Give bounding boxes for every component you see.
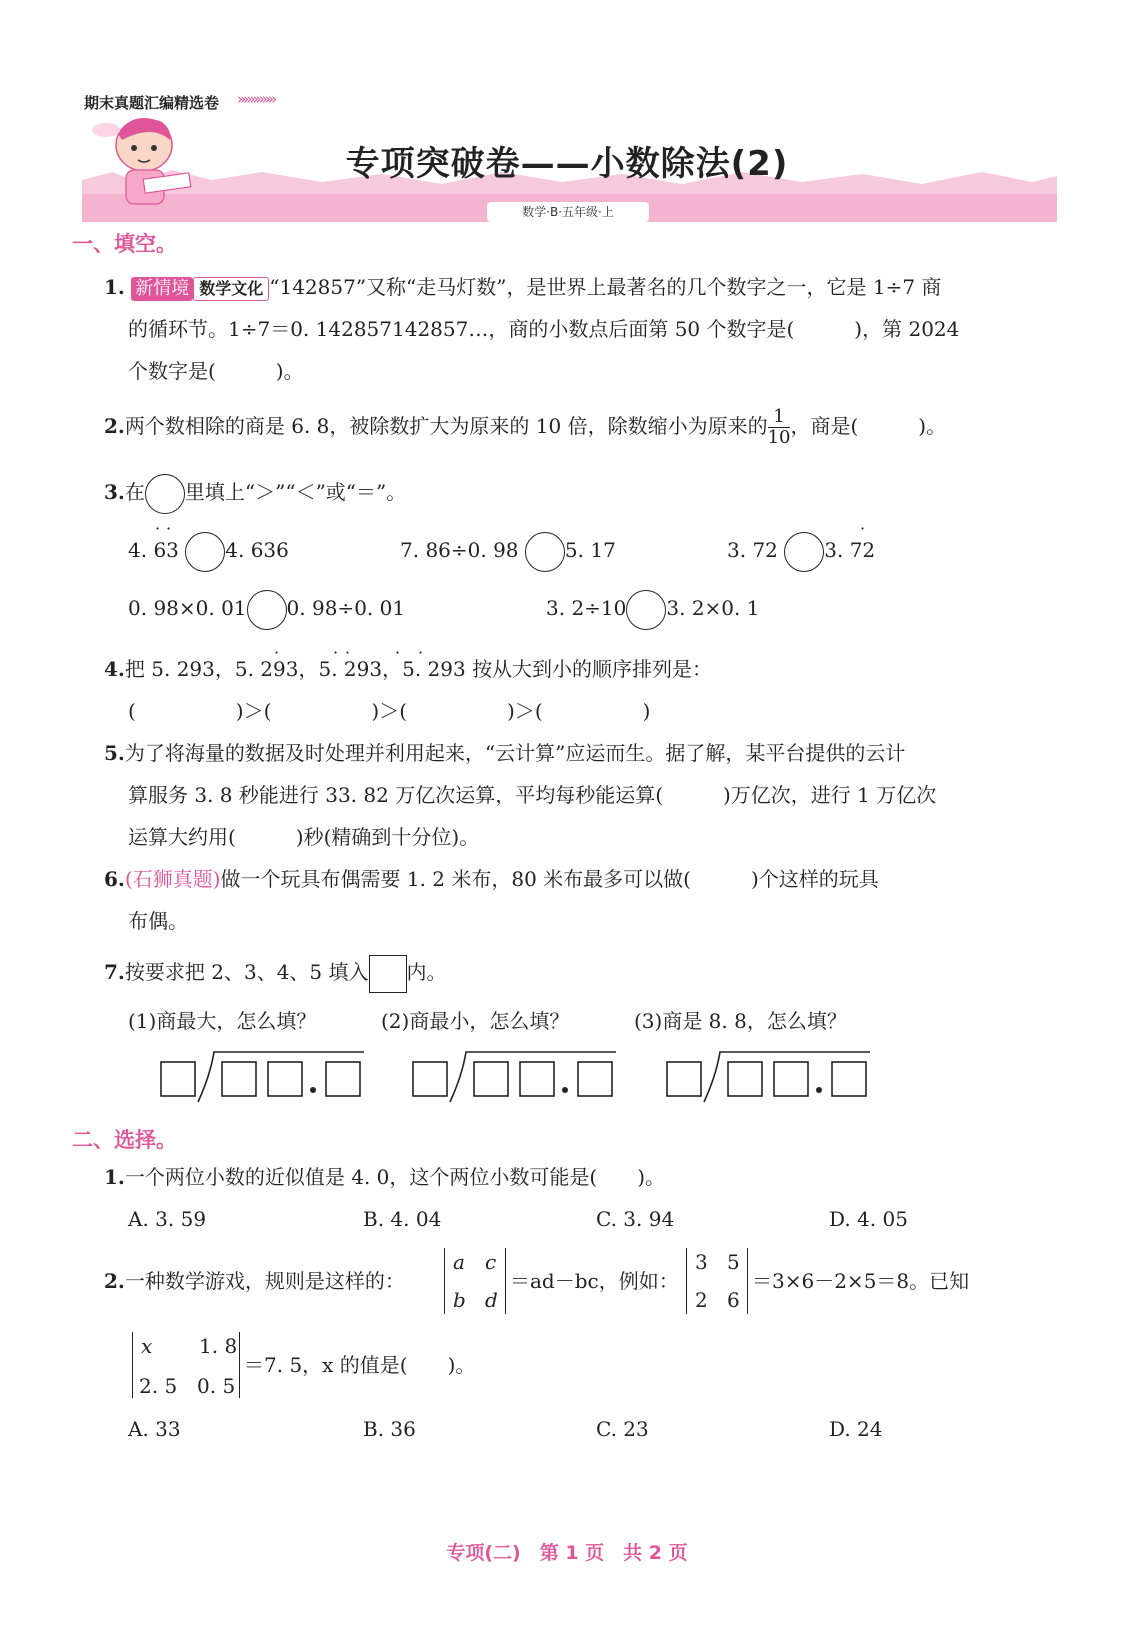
q7-sub-2: (2)商最小，怎么填？ bbox=[381, 1009, 570, 1033]
question-2 bbox=[104, 404, 946, 454]
repeating-dot: · bbox=[274, 643, 280, 662]
option-d[interactable]: D. 4. 05 bbox=[829, 1207, 908, 1231]
long-division-1 bbox=[158, 1046, 368, 1104]
source-tag: (石狮真题) bbox=[124, 867, 221, 891]
det-cell: c bbox=[485, 1250, 497, 1274]
det-cell: 3 bbox=[695, 1250, 708, 1274]
option-a[interactable]: A. 33 bbox=[128, 1417, 181, 1441]
repeating-dot: · bbox=[395, 643, 401, 662]
question-text: 按要求把 2、3、4、5 填入 bbox=[124, 960, 369, 984]
question-5-line-1 bbox=[104, 742, 905, 764]
compare-item-5 bbox=[546, 588, 759, 628]
det-cell: 1. 8 bbox=[199, 1334, 238, 1358]
repeating-dot: · bbox=[155, 519, 161, 538]
answer-circle[interactable] bbox=[784, 532, 824, 572]
question-text: 一个两位小数的近似值是 4. 0，这个两位小数可能是( )。 bbox=[124, 1165, 666, 1189]
det-cell: 6 bbox=[727, 1288, 740, 1312]
repeating-dot: · bbox=[860, 519, 866, 538]
question-1-line-1 bbox=[104, 276, 941, 301]
q7-sub-1: (1)商最大，怎么填？ bbox=[128, 1009, 317, 1033]
det-cell: 2 bbox=[695, 1288, 708, 1312]
question-5-line-2: 算服务 3. 8 秒能进行 33. 82 万亿次运算，平均每秒能运算( )万亿次，进行 1 万亿次 bbox=[128, 783, 937, 807]
repeating-dot: · bbox=[345, 643, 351, 662]
determinant-rule bbox=[444, 1248, 506, 1314]
page-subtitle: 数学·B·五年级·上 bbox=[487, 202, 649, 222]
fraction-one-tenth bbox=[768, 407, 791, 448]
determinant-example bbox=[686, 1248, 748, 1314]
choice-question-2-text-d: ＝7. 5，x 的值是( )。 bbox=[244, 1353, 476, 1377]
question-1-line-2: 的循环节。1÷7＝0. 142857142857…，商的小数点后面第 50 个数字是( )，第 2024 bbox=[128, 317, 960, 341]
question-number: 7. bbox=[104, 960, 125, 984]
question-6-line-2: 布偶。 bbox=[128, 909, 188, 933]
question-text: 把 bbox=[124, 657, 145, 681]
question-text: ，商是( )。 bbox=[790, 414, 947, 438]
answer-circle[interactable] bbox=[525, 532, 565, 572]
compare-right: 3. 2×0. 1 bbox=[666, 596, 760, 620]
det-cell: x bbox=[141, 1334, 153, 1358]
compare-left: 3. 2÷10 bbox=[546, 596, 627, 620]
option-c[interactable]: C. 3. 94 bbox=[596, 1207, 675, 1231]
question-text: 内。 bbox=[406, 960, 447, 984]
choice-question-2-text-b: ＝ad－bc，例如： bbox=[510, 1269, 679, 1293]
option-b[interactable]: B. 36 bbox=[363, 1417, 416, 1441]
compare-left: 0. 98×0. 01 bbox=[128, 596, 247, 620]
tag-math-culture: 数学文化 bbox=[193, 277, 269, 301]
det-cell: 5 bbox=[727, 1250, 740, 1274]
compare-left: 4. 63 bbox=[128, 538, 179, 562]
det-cell: 2. 5 bbox=[139, 1374, 178, 1398]
tag-new-context: 新情境 bbox=[131, 277, 193, 301]
option-b[interactable]: B. 4. 04 bbox=[363, 1207, 442, 1231]
question-text: 按从大到小的顺序排列是： bbox=[472, 657, 713, 681]
question-number: 4. bbox=[104, 657, 125, 681]
det-cell: a bbox=[453, 1250, 465, 1274]
compare-item-2 bbox=[400, 530, 616, 570]
compare-item-4 bbox=[128, 588, 405, 628]
question-7 bbox=[104, 952, 447, 992]
page-title: 专项突破卷——小数除法(2) bbox=[345, 144, 789, 184]
question-text: “142857”又称“走马灯数”，是世界上最著名的几个数字之一，它是 1÷7 商 bbox=[269, 275, 942, 299]
repeating-dot: · bbox=[333, 643, 339, 662]
question-number: 6. bbox=[104, 867, 125, 891]
question-number: 1. bbox=[104, 275, 125, 299]
compare-right: 0. 98÷0. 01 bbox=[286, 596, 406, 620]
question-number: 3. bbox=[104, 480, 125, 504]
compare-item-3 bbox=[727, 530, 875, 570]
section2-title: 二、选择。 bbox=[72, 1128, 177, 1152]
section1-title: 一、填空。 bbox=[72, 232, 177, 256]
question-number: 2. bbox=[104, 1269, 125, 1293]
ordering-blanks: ( )＞( )＞( )＞( ) bbox=[128, 699, 651, 723]
choice-question-2-text-c: ＝3×6－2×5＝8。已知 bbox=[752, 1269, 970, 1293]
choice-question-2-text-a bbox=[104, 1270, 405, 1292]
question-number: 2. bbox=[104, 414, 125, 438]
question-number: 1. bbox=[104, 1165, 125, 1189]
series-label: 期末真题汇编精选卷 bbox=[84, 94, 220, 112]
option-c[interactable]: C. 23 bbox=[596, 1417, 649, 1441]
determinant-unknown bbox=[132, 1332, 240, 1398]
number-list: 5. 293，5. 293，5. 293，5. 293 bbox=[151, 657, 466, 681]
answer-circle[interactable] bbox=[185, 532, 225, 572]
det-cell: 0. 5 bbox=[197, 1374, 236, 1398]
choice-question-1 bbox=[104, 1166, 665, 1188]
question-text: 为了将海量的数据及时处理并利用起来，“云计算”应运而生。据了解，某平台提供的云计 bbox=[124, 741, 906, 765]
compare-right: 3. 72 bbox=[824, 538, 876, 562]
question-3 bbox=[104, 472, 406, 512]
compare-item-1 bbox=[128, 530, 289, 570]
repeating-dot: · bbox=[166, 519, 172, 538]
compare-left: 7. 86÷0. 98 bbox=[400, 538, 519, 562]
fraction-denominator: 10 bbox=[767, 427, 791, 448]
question-number: 5. bbox=[104, 741, 125, 765]
question-1-line-3: 个数字是( )。 bbox=[128, 359, 304, 383]
long-division-3 bbox=[664, 1046, 874, 1104]
answer-circle[interactable] bbox=[247, 590, 287, 630]
repeating-dot: · bbox=[418, 643, 424, 662]
option-d[interactable]: D. 24 bbox=[829, 1417, 883, 1441]
question-text: 两个数相除的商是 6. 8，被除数扩大为原来的 10 倍，除数缩小为原来的 bbox=[124, 414, 768, 438]
question-text: 做一个玩具布偶需要 1. 2 米布，80 米布最多可以做( )个这样的玩具 bbox=[220, 867, 879, 891]
question-text: 里填上“＞”“＜”或“＝”。 bbox=[184, 480, 407, 504]
question-6-line-1 bbox=[104, 868, 879, 890]
answer-circle[interactable] bbox=[626, 590, 666, 630]
fraction-numerator: 1 bbox=[768, 407, 791, 428]
option-a[interactable]: A. 3. 59 bbox=[128, 1207, 207, 1231]
question-5-line-3: 运算大约用( )秒(精确到十分位)。 bbox=[128, 825, 480, 849]
series-arrows: »»»»»» bbox=[237, 90, 275, 108]
det-cell: d bbox=[485, 1288, 498, 1312]
q7-sub-3: (3)商是 8. 8，怎么填？ bbox=[634, 1009, 847, 1033]
question-4 bbox=[104, 658, 712, 680]
long-division-2 bbox=[410, 1046, 620, 1104]
page-footer: 专项(二) 第 1 页 共 2 页 bbox=[446, 1542, 688, 1564]
det-cell: b bbox=[453, 1288, 466, 1312]
compare-right: 5. 17 bbox=[564, 538, 616, 562]
question-text: 在 bbox=[124, 480, 145, 504]
answer-box bbox=[369, 955, 407, 993]
answer-circle bbox=[145, 474, 185, 514]
compare-right: 4. 636 bbox=[225, 538, 289, 562]
compare-left: 3. 72 bbox=[727, 538, 778, 562]
question-text: 一种数学游戏，规则是这样的： bbox=[124, 1269, 405, 1293]
